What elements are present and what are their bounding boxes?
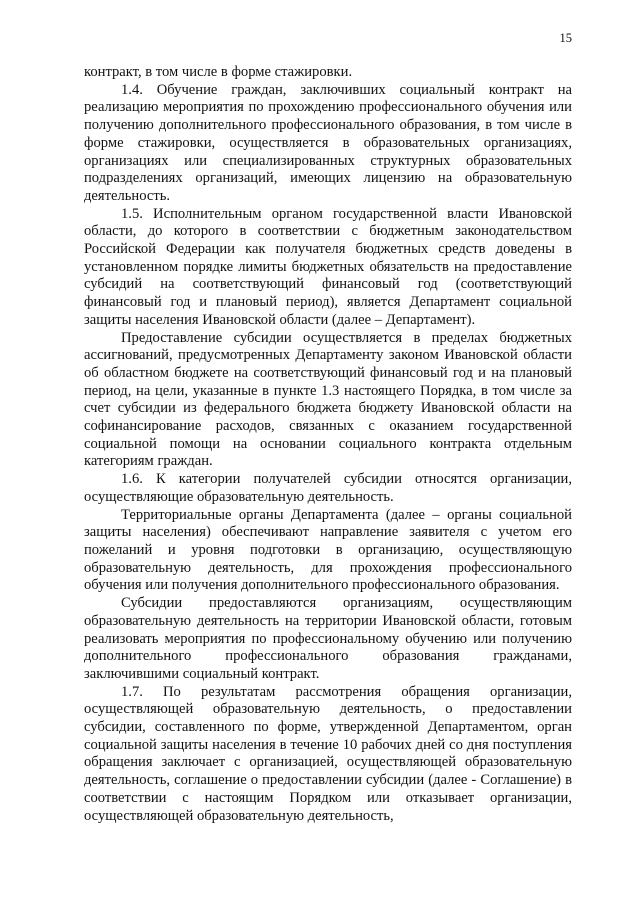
paragraph-1-7: 1.7. По результатам рассмотрения обращения организации, осуществляющей образовательную деятельность, о предоставлении субсидии, составленного по форме, утвержденной Департаментом, орган социальной защиты населения в течение 10 рабочих дней со дня поступления обращения заключает с организацией, осуществляющей образовательную деятельность, соглашение о предоставлении субсидии (далее - Соглашение) в соответствии с настоящим Порядком или отказывает организации, осуществляющей образовательную деятельность, [84, 683, 572, 824]
paragraph-1-5: 1.5. Исполнительным органом государственной власти Ивановской области, до которого в соответствии с бюджетным законодательством Российской Федерации как получателя бюджетных средств доведены в установленном порядке лимиты бюджетных обязательств на предоставление субсидий на соответствующий финансовый год (соответствующий финансовый год и плановый период), является Департамент социальной защиты населения Ивановской области (далее – Департамент). [84, 205, 572, 328]
paragraph-continuation: контракт, в том числе в форме стажировки. [84, 64, 353, 80]
page-number: 15 [559, 31, 572, 45]
paragraph-1-4: 1.4. Обучение граждан, заключивших социальный контракт на реализацию мероприятия по прохождению профессионального обучения или получению дополнительного профессионального образования, в том числе в форме стажировки, осуществляется в образовательных организациях, организациях или специализированных структурных образовательных подразделениях организаций, имеющих лицензию на образовательную деятельность. [84, 81, 572, 204]
paragraph-subsidies-granted: Субсидии предоставляются организациям, осуществляющим образовательную деятельность на территории Ивановской области, готовым реализовать мероприятия по профессиональному обучению или получению дополнительного профессионального образования гражданами, заключившими социальный контракт. [84, 595, 572, 682]
paragraph-1-6: 1.6. К категории получателей субсидии относятся организации, осуществляющие образовательную деятельность. [84, 471, 572, 505]
paragraph-subsidy-provision: Предоставление субсидии осуществляется в пределах бюджетных ассигнований, предусмотренных Департаменту законом Ивановской области об областном бюджете на соответствующий финансовый год и на плановый период, на цели, указанные в пункте 1.3 настоящего Порядка, в том числе за счет субсидии из федерального бюджета бюджету Ивановской области на софинансирование расходов, связанных с оказанием государственной социальной помощи на основании социального контракта отдельным категориям граждан. [84, 329, 572, 470]
document-body [84, 64, 572, 825]
paragraph-territorial-bodies: Территориальные органы Департамента (далее – органы социальной защиты населения) обеспечивают направление заявителя с учетом его пожеланий и уровня подготовки в организацию, осуществляющую образовательную деятельность, для прохождения профессионального обучения или получения дополнительного профессионального образования. [84, 506, 572, 594]
